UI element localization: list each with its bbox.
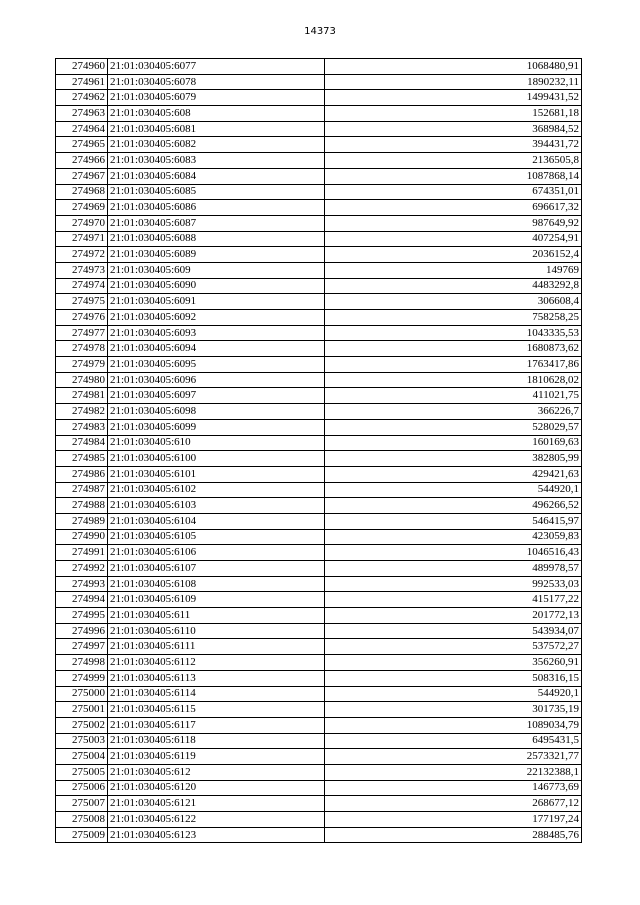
table-row — [56, 168, 582, 184]
cadastral-value: 201772,13 — [325, 608, 582, 624]
row-number: 274973 — [56, 262, 108, 278]
table-row — [56, 451, 582, 467]
cadastral-value: 423059,83 — [325, 529, 582, 545]
row-number: 274960 — [56, 59, 108, 75]
table-row — [56, 325, 582, 341]
cadastral-value: 528029,57 — [325, 419, 582, 435]
row-number: 275000 — [56, 686, 108, 702]
row-number: 274987 — [56, 482, 108, 498]
table-row — [56, 121, 582, 137]
table-row — [56, 231, 582, 247]
row-number: 275007 — [56, 796, 108, 812]
cadastral-value: 146773,69 — [325, 780, 582, 796]
row-number: 275006 — [56, 780, 108, 796]
table-row — [56, 717, 582, 733]
table-row — [56, 404, 582, 420]
cadastral-value: 1890232,11 — [325, 74, 582, 90]
cadastral-number: 21:01:030405:6087 — [108, 215, 325, 231]
row-number: 274962 — [56, 90, 108, 106]
cadastral-number: 21:01:030405:6085 — [108, 184, 325, 200]
table-row — [56, 262, 582, 278]
row-number: 274975 — [56, 294, 108, 310]
row-number: 274976 — [56, 310, 108, 326]
cadastral-value: 696617,32 — [325, 200, 582, 216]
table-row — [56, 592, 582, 608]
table-row — [56, 137, 582, 153]
cadastral-value: 543934,07 — [325, 623, 582, 639]
cadastral-value: 544920,1 — [325, 686, 582, 702]
cadastral-value: 508316,15 — [325, 670, 582, 686]
cadastral-number: 21:01:030405:6079 — [108, 90, 325, 106]
row-number: 274988 — [56, 498, 108, 514]
table-row — [56, 482, 582, 498]
cadastral-value: 177197,24 — [325, 812, 582, 828]
table-row — [56, 215, 582, 231]
cadastral-number: 21:01:030405:6119 — [108, 749, 325, 765]
cadastral-number: 21:01:030405:608 — [108, 106, 325, 122]
cadastral-value: 429421,63 — [325, 466, 582, 482]
cadastral-value: 382805,99 — [325, 451, 582, 467]
cadastral-number: 21:01:030405:6084 — [108, 168, 325, 184]
cadastral-number: 21:01:030405:6106 — [108, 545, 325, 561]
row-number: 274978 — [56, 341, 108, 357]
table-row — [56, 513, 582, 529]
table-row — [56, 702, 582, 718]
cadastral-number: 21:01:030405:6077 — [108, 59, 325, 75]
row-number: 274990 — [56, 529, 108, 545]
cadastral-value: 368984,52 — [325, 121, 582, 137]
cadastral-number: 21:01:030405:6096 — [108, 372, 325, 388]
cadastral-value: 407254,91 — [325, 231, 582, 247]
cadastral-value: 537572,27 — [325, 639, 582, 655]
cadastral-value: 4483292,8 — [325, 278, 582, 294]
table-row — [56, 247, 582, 263]
row-number: 274961 — [56, 74, 108, 90]
cadastral-value: 301735,19 — [325, 702, 582, 718]
table-row — [56, 106, 582, 122]
row-number: 274983 — [56, 419, 108, 435]
cadastral-number: 21:01:030405:6109 — [108, 592, 325, 608]
cadastral-value: 2036152,4 — [325, 247, 582, 263]
cadastral-value: 1810628,02 — [325, 372, 582, 388]
table-row — [56, 90, 582, 106]
row-number: 274998 — [56, 655, 108, 671]
cadastral-number: 21:01:030405:611 — [108, 608, 325, 624]
table-row — [56, 310, 582, 326]
row-number: 274997 — [56, 639, 108, 655]
row-number: 274989 — [56, 513, 108, 529]
row-number: 275003 — [56, 733, 108, 749]
cadastral-number: 21:01:030405:6083 — [108, 153, 325, 169]
table-row — [56, 498, 582, 514]
cadastral-number: 21:01:030405:6112 — [108, 655, 325, 671]
row-number: 274972 — [56, 247, 108, 263]
cadastral-value: 394431,72 — [325, 137, 582, 153]
row-number: 274977 — [56, 325, 108, 341]
cadastral-number: 21:01:030405:6101 — [108, 466, 325, 482]
table-row — [56, 733, 582, 749]
row-number: 274963 — [56, 106, 108, 122]
table-row — [56, 608, 582, 624]
cadastral-value: 1763417,86 — [325, 357, 582, 373]
cadastral-number: 21:01:030405:6107 — [108, 561, 325, 577]
cadastral-number: 21:01:030405:6082 — [108, 137, 325, 153]
cadastral-value: 674351,01 — [325, 184, 582, 200]
cadastral-number: 21:01:030405:6115 — [108, 702, 325, 718]
cadastral-value: 758258,25 — [325, 310, 582, 326]
cadastral-number: 21:01:030405:6089 — [108, 247, 325, 263]
row-number: 275004 — [56, 749, 108, 765]
row-number: 274991 — [56, 545, 108, 561]
cadastral-number: 21:01:030405:6086 — [108, 200, 325, 216]
row-number: 274981 — [56, 388, 108, 404]
cadastral-value: 1089034,79 — [325, 717, 582, 733]
table-row — [56, 655, 582, 671]
row-number: 274980 — [56, 372, 108, 388]
table-row — [56, 466, 582, 482]
cadastral-value: 149769 — [325, 262, 582, 278]
cadastral-value: 1068480,91 — [325, 59, 582, 75]
table-row — [56, 623, 582, 639]
cadastral-value: 356260,91 — [325, 655, 582, 671]
cadastral-number: 21:01:030405:6108 — [108, 576, 325, 592]
table-row — [56, 59, 582, 75]
cadastral-value: 987649,92 — [325, 215, 582, 231]
table-row — [56, 545, 582, 561]
cadastral-number: 21:01:030405:6120 — [108, 780, 325, 796]
cadastral-number: 21:01:030405:6121 — [108, 796, 325, 812]
table-row — [56, 200, 582, 216]
cadastral-value: 268677,12 — [325, 796, 582, 812]
table-row — [56, 388, 582, 404]
table-row — [56, 827, 582, 843]
row-number: 274996 — [56, 623, 108, 639]
table-row — [56, 419, 582, 435]
row-number: 274968 — [56, 184, 108, 200]
row-number: 274992 — [56, 561, 108, 577]
cadastral-value: 1046516,43 — [325, 545, 582, 561]
cadastral-number: 21:01:030405:6118 — [108, 733, 325, 749]
cadastral-value: 160169,63 — [325, 435, 582, 451]
table-row — [56, 639, 582, 655]
cadastral-value: 1499431,52 — [325, 90, 582, 106]
cadastral-number: 21:01:030405:6088 — [108, 231, 325, 247]
registry-table-body — [56, 59, 582, 843]
cadastral-value: 411021,75 — [325, 388, 582, 404]
row-number: 275005 — [56, 764, 108, 780]
cadastral-number: 21:01:030405:6114 — [108, 686, 325, 702]
cadastral-number: 21:01:030405:6099 — [108, 419, 325, 435]
row-number: 274982 — [56, 404, 108, 420]
table-row — [56, 294, 582, 310]
cadastral-value: 489978,57 — [325, 561, 582, 577]
row-number: 274966 — [56, 153, 108, 169]
cadastral-value: 992533,03 — [325, 576, 582, 592]
cadastral-value: 496266,52 — [325, 498, 582, 514]
table-row — [56, 278, 582, 294]
cadastral-number: 21:01:030405:6092 — [108, 310, 325, 326]
table-row — [56, 184, 582, 200]
row-number: 275009 — [56, 827, 108, 843]
cadastral-number: 21:01:030405:6113 — [108, 670, 325, 686]
row-number: 274964 — [56, 121, 108, 137]
cadastral-value: 546415,97 — [325, 513, 582, 529]
cadastral-number: 21:01:030405:6081 — [108, 121, 325, 137]
table-row — [56, 153, 582, 169]
cadastral-number: 21:01:030405:6094 — [108, 341, 325, 357]
cadastral-value: 152681,18 — [325, 106, 582, 122]
row-number: 274984 — [56, 435, 108, 451]
table-row — [56, 341, 582, 357]
registry-table — [55, 58, 582, 843]
cadastral-value: 544920,1 — [325, 482, 582, 498]
cadastral-number: 21:01:030405:6093 — [108, 325, 325, 341]
cadastral-number: 21:01:030405:6105 — [108, 529, 325, 545]
cadastral-number: 21:01:030405:6090 — [108, 278, 325, 294]
row-number: 274999 — [56, 670, 108, 686]
table-row — [56, 529, 582, 545]
cadastral-value: 1087868,14 — [325, 168, 582, 184]
table-row — [56, 357, 582, 373]
cadastral-value: 6495431,5 — [325, 733, 582, 749]
cadastral-value: 306608,4 — [325, 294, 582, 310]
table-row — [56, 812, 582, 828]
row-number: 274971 — [56, 231, 108, 247]
row-number: 275001 — [56, 702, 108, 718]
row-number: 274967 — [56, 168, 108, 184]
table-row — [56, 435, 582, 451]
cadastral-number: 21:01:030405:6100 — [108, 451, 325, 467]
table-row — [56, 372, 582, 388]
cadastral-number: 21:01:030405:6078 — [108, 74, 325, 90]
cadastral-value: 1043335,53 — [325, 325, 582, 341]
cadastral-number: 21:01:030405:6095 — [108, 357, 325, 373]
row-number: 274969 — [56, 200, 108, 216]
cadastral-number: 21:01:030405:6104 — [108, 513, 325, 529]
cadastral-number: 21:01:030405:6097 — [108, 388, 325, 404]
cadastral-number: 21:01:030405:6122 — [108, 812, 325, 828]
cadastral-number: 21:01:030405:6091 — [108, 294, 325, 310]
cadastral-number: 21:01:030405:6102 — [108, 482, 325, 498]
cadastral-value: 366226,7 — [325, 404, 582, 420]
row-number: 275008 — [56, 812, 108, 828]
cadastral-number: 21:01:030405:609 — [108, 262, 325, 278]
row-number: 275002 — [56, 717, 108, 733]
cadastral-number: 21:01:030405:6098 — [108, 404, 325, 420]
row-number: 274986 — [56, 466, 108, 482]
table-row — [56, 686, 582, 702]
row-number: 274993 — [56, 576, 108, 592]
row-number: 274985 — [56, 451, 108, 467]
cadastral-number: 21:01:030405:610 — [108, 435, 325, 451]
row-number: 274965 — [56, 137, 108, 153]
table-row — [56, 796, 582, 812]
table-row — [56, 561, 582, 577]
row-number: 274979 — [56, 357, 108, 373]
page-number: 14373 — [304, 26, 336, 37]
table-row — [56, 780, 582, 796]
table-row — [56, 74, 582, 90]
cadastral-number: 21:01:030405:6111 — [108, 639, 325, 655]
table-row — [56, 576, 582, 592]
cadastral-value: 288485,76 — [325, 827, 582, 843]
cadastral-value: 415177,22 — [325, 592, 582, 608]
table-row — [56, 670, 582, 686]
cadastral-value: 2136505,8 — [325, 153, 582, 169]
cadastral-value: 22132388,1 — [325, 764, 582, 780]
cadastral-number: 21:01:030405:6123 — [108, 827, 325, 843]
cadastral-value: 1680873,62 — [325, 341, 582, 357]
cadastral-value: 2573321,77 — [325, 749, 582, 765]
row-number: 274995 — [56, 608, 108, 624]
row-number: 274994 — [56, 592, 108, 608]
cadastral-number: 21:01:030405:612 — [108, 764, 325, 780]
cadastral-number: 21:01:030405:6110 — [108, 623, 325, 639]
row-number: 274974 — [56, 278, 108, 294]
row-number: 274970 — [56, 215, 108, 231]
table-row — [56, 764, 582, 780]
table-row — [56, 749, 582, 765]
cadastral-number: 21:01:030405:6103 — [108, 498, 325, 514]
cadastral-number: 21:01:030405:6117 — [108, 717, 325, 733]
